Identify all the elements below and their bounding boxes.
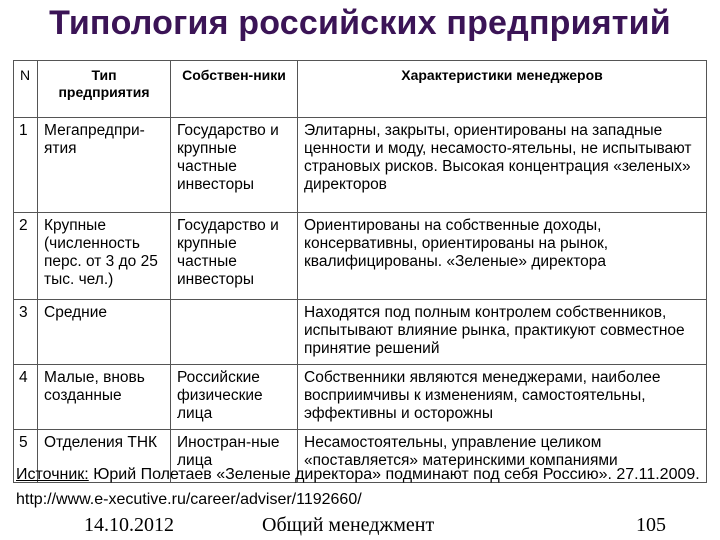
footer-course-title: Общий менеджмент xyxy=(262,514,435,536)
source-text: Юрий Полетаев «Зеленые директора» подминают под себя Россию». 27.11.2009. http://www.e-xecutive.ru/career/adviser/1192660/ xyxy=(16,466,700,508)
row-ownership: Государство и крупные частные инвесторы xyxy=(171,118,298,213)
table-row xyxy=(14,213,707,300)
row-managers: Собственники являются менеджерами, наиболее восприимчивы к изменениям, самостоятельны, эффективны и осторожны xyxy=(298,365,707,430)
header-managers: Характеристики менеджеров xyxy=(298,61,707,118)
footer-date: 14.10.2012 xyxy=(84,514,174,536)
row-type: Мегапредпри-ятия xyxy=(38,118,171,213)
row-type: Крупные (численность перс. от 3 до 25 тыс. чел.) xyxy=(38,213,171,300)
row-managers: Ориентированы на собственные доходы, консервативны, ориентированы на рынок, квалифицированы. «Зеленые» директора xyxy=(298,213,707,300)
row-type: Отделения ТНК xyxy=(38,430,171,483)
row-number: 2 xyxy=(14,213,38,300)
table-row xyxy=(14,365,707,430)
row-ownership: Российские физические лица xyxy=(171,365,298,430)
source-citation xyxy=(16,462,716,512)
row-number: 5 xyxy=(14,430,38,483)
row-managers: Находятся под полным контролем собственников, испытывают влияние рынка, практикуют совместное принятие решений xyxy=(298,300,707,365)
row-number: 1 xyxy=(14,118,38,213)
table-header-row xyxy=(14,61,707,118)
row-type: Средние xyxy=(38,300,171,365)
row-managers: Элитарны, закрыты, ориентированы на западные ценности и моду, несамосто-ятельны, не испытывают страновых рисков. Высокая концентрация «зеленых» директоров xyxy=(298,118,707,213)
row-ownership: Государство и крупные частные инвесторы xyxy=(171,213,298,300)
row-managers: Несамостоятельны, управление целиком «поставляется» материнскими компаниями xyxy=(298,430,707,483)
row-number: 4 xyxy=(14,365,38,430)
header-n: N xyxy=(14,61,38,118)
page-number: 105 xyxy=(636,514,666,536)
source-label: Источник: xyxy=(16,466,89,483)
header-type: Тип предприятия xyxy=(38,61,171,118)
row-ownership xyxy=(171,300,298,365)
typology-table xyxy=(13,60,707,483)
row-type: Малые, вновь созданные xyxy=(38,365,171,430)
header-ownership: Собствен-ники xyxy=(171,61,298,118)
table-row xyxy=(14,118,707,213)
row-ownership: Иностран-ные лица xyxy=(171,430,298,483)
row-number: 3 xyxy=(14,300,38,365)
slide-title: Типология российских предприятий xyxy=(49,4,671,42)
table-row xyxy=(14,300,707,365)
